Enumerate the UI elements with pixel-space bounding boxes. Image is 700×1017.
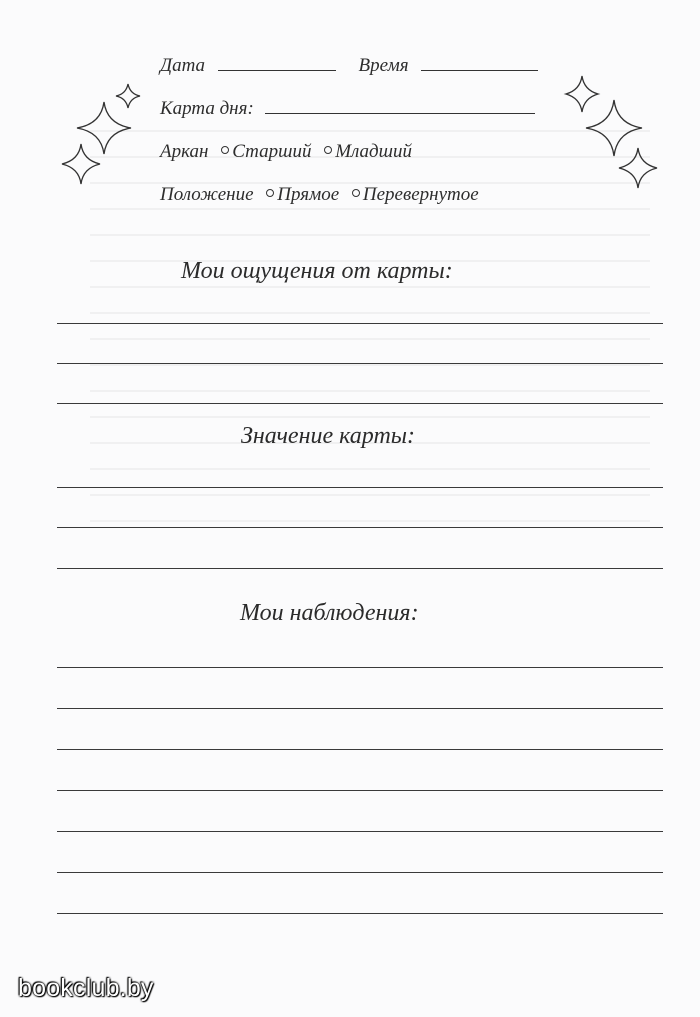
section-observations-title: Мои наблюдения: — [240, 600, 419, 626]
arcana-option-minor-radio[interactable] — [324, 146, 332, 154]
observations-writing-line[interactable] — [57, 831, 663, 832]
arcana-row — [160, 141, 412, 163]
observations-writing-line[interactable] — [57, 872, 663, 873]
card-of-day-label: Карта дня: — [160, 98, 254, 119]
date-label: Дата — [160, 55, 206, 76]
observations-writing-line[interactable] — [57, 749, 663, 750]
sparkle-cluster-left-icon — [56, 76, 151, 206]
feelings-writing-line[interactable] — [57, 403, 663, 404]
date-field[interactable] — [218, 56, 336, 71]
section-meaning-title: Значение карты: — [241, 423, 416, 449]
meaning-writing-line[interactable] — [57, 568, 663, 569]
sparkle-cluster-right-icon — [560, 70, 665, 200]
section-feelings-title: Мои ощущения от карты: — [181, 258, 453, 284]
watermark-text: bookclub.by — [18, 974, 154, 1002]
time-label: Время — [358, 55, 409, 76]
position-option-reversed-radio[interactable] — [352, 189, 360, 197]
arcana-option-major-radio[interactable] — [221, 146, 229, 154]
position-option-upright-radio[interactable] — [266, 189, 274, 197]
meaning-writing-line[interactable] — [57, 527, 663, 528]
meaning-writing-line[interactable] — [57, 487, 663, 488]
date-time-row — [160, 55, 538, 77]
position-option-upright-label: Прямое — [277, 184, 340, 205]
observations-writing-line[interactable] — [57, 708, 663, 709]
arcana-label: Аркан — [160, 141, 209, 162]
arcana-option-minor-label: Младший — [335, 141, 413, 162]
feelings-writing-line[interactable] — [57, 363, 663, 364]
arcana-option-major-label: Старший — [232, 141, 312, 162]
time-field[interactable] — [421, 56, 538, 71]
card-of-day-row — [160, 98, 535, 120]
position-option-reversed-label: Перевернутое — [362, 184, 479, 205]
card-of-day-field[interactable] — [265, 99, 535, 114]
show-through-texture — [90, 130, 650, 890]
position-row — [160, 184, 479, 206]
observations-writing-line[interactable] — [57, 667, 663, 668]
observations-writing-line[interactable] — [57, 790, 663, 791]
position-label: Положение — [160, 184, 254, 205]
observations-writing-line[interactable] — [57, 913, 663, 914]
feelings-writing-line[interactable] — [57, 323, 663, 324]
